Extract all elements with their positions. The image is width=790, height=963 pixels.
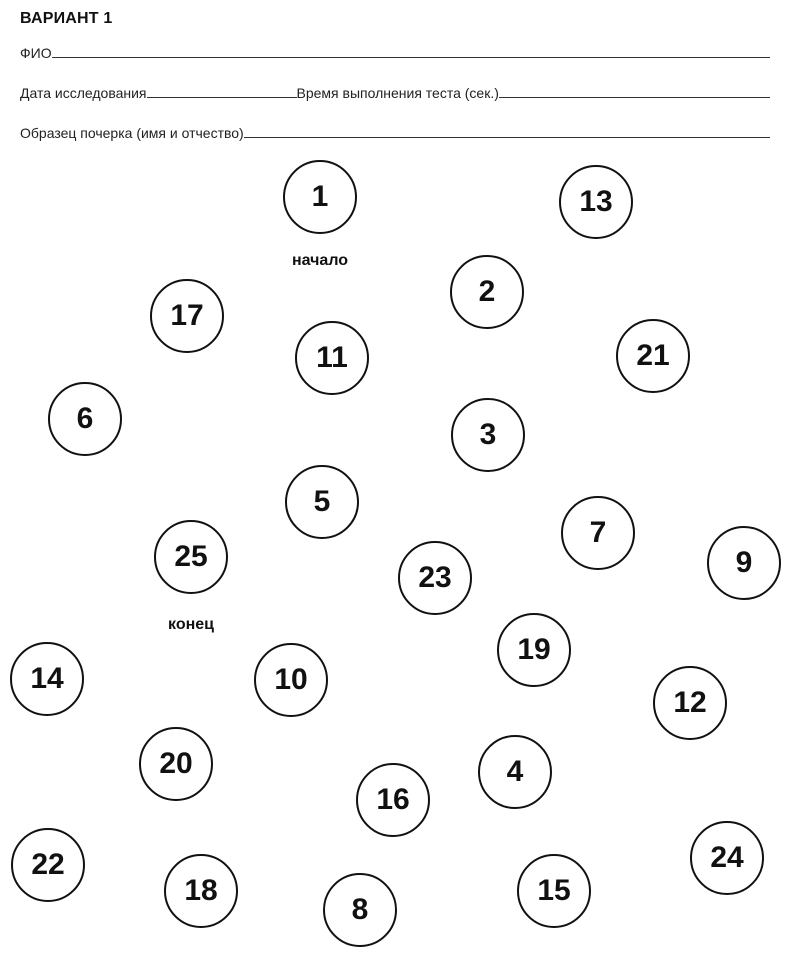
- number-circle-3[interactable]: 3: [451, 398, 525, 472]
- number-circle-4[interactable]: 4: [478, 735, 552, 809]
- number-circle-18[interactable]: 18: [164, 854, 238, 928]
- number-circle-8[interactable]: 8: [323, 873, 397, 947]
- number-circle-22[interactable]: 22: [11, 828, 85, 902]
- date-label: Дата исследования: [20, 85, 147, 101]
- handwriting-row: [20, 118, 770, 142]
- fio-row: [20, 38, 770, 62]
- end-label: конец: [168, 616, 214, 633]
- handwriting-field[interactable]: [244, 136, 770, 138]
- number-circle-19[interactable]: 19: [497, 613, 571, 687]
- number-circle-10[interactable]: 10: [254, 643, 328, 717]
- number-circle-14[interactable]: 14: [10, 642, 84, 716]
- number-circle-6[interactable]: 6: [48, 382, 122, 456]
- number-circle-21[interactable]: 21: [616, 319, 690, 393]
- time-field[interactable]: [499, 96, 770, 98]
- number-circle-2[interactable]: 2: [450, 255, 524, 329]
- number-circle-20[interactable]: 20: [139, 727, 213, 801]
- number-circle-23[interactable]: 23: [398, 541, 472, 615]
- date-time-row: [20, 78, 770, 102]
- number-circle-5[interactable]: 5: [285, 465, 359, 539]
- fio-label: ФИО: [20, 45, 52, 61]
- number-circle-1[interactable]: 1: [283, 160, 357, 234]
- number-circle-12[interactable]: 12: [653, 666, 727, 740]
- handwriting-label: Образец почерка (имя и отчество): [20, 125, 244, 141]
- number-circle-11[interactable]: 11: [295, 321, 369, 395]
- number-circle-15[interactable]: 15: [517, 854, 591, 928]
- number-circle-25[interactable]: 25: [154, 520, 228, 594]
- number-circle-13[interactable]: 13: [559, 165, 633, 239]
- number-circle-24[interactable]: 24: [690, 821, 764, 895]
- date-field[interactable]: [147, 96, 297, 98]
- number-circle-17[interactable]: 17: [150, 279, 224, 353]
- time-label: Время выполнения теста (сек.): [296, 85, 499, 101]
- fio-field[interactable]: [52, 56, 770, 58]
- number-circle-16[interactable]: 16: [356, 763, 430, 837]
- number-circle-9[interactable]: 9: [707, 526, 781, 600]
- variant-title: ВАРИАНТ 1: [20, 10, 113, 27]
- start-label: начало: [291, 252, 349, 269]
- number-circle-7[interactable]: 7: [561, 496, 635, 570]
